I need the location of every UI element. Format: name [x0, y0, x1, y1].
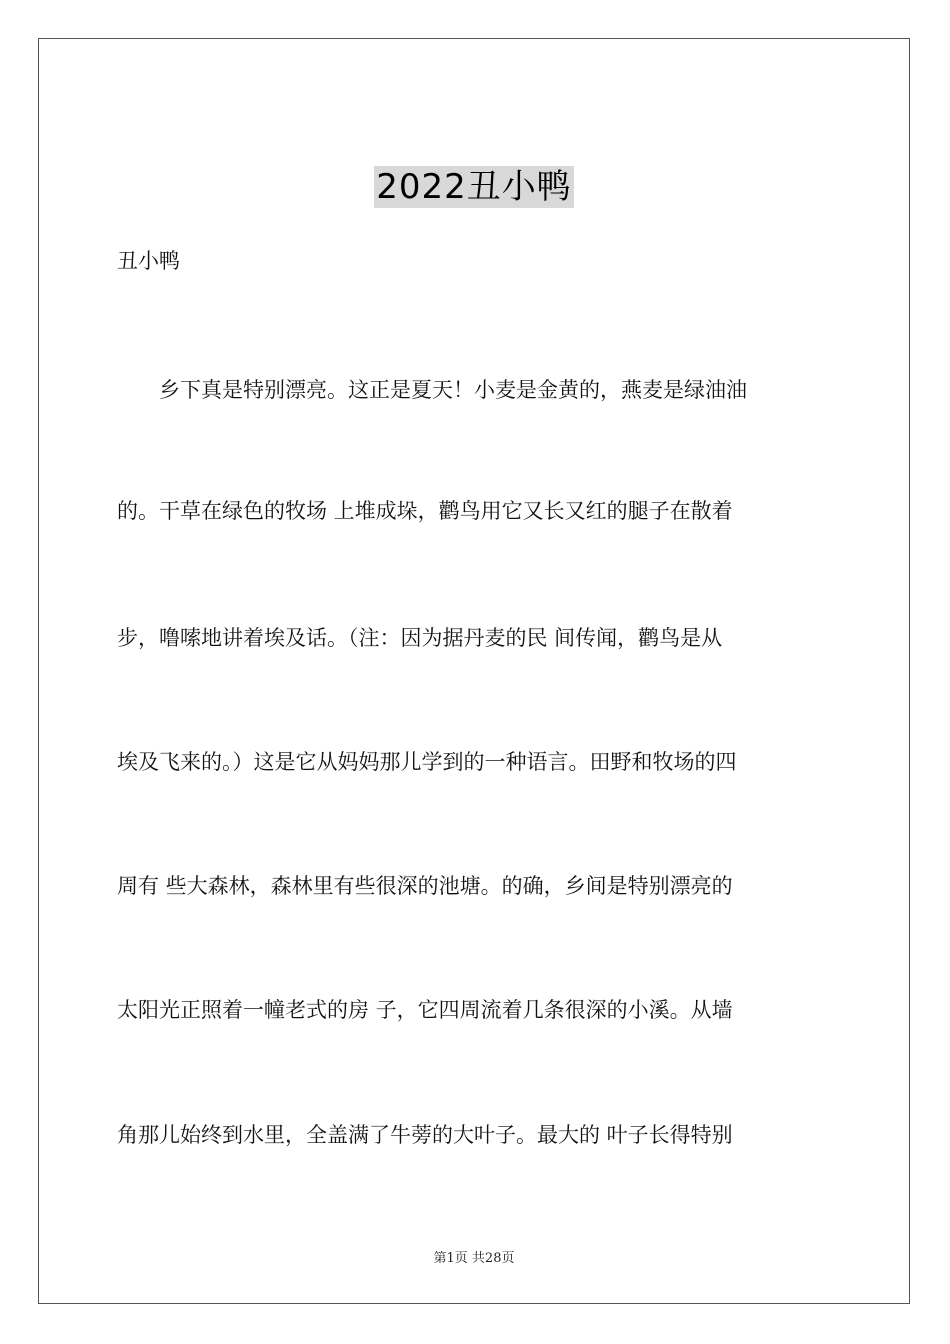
document-title: 2022丑小鸭 [376, 167, 572, 207]
page-footer: 第1页 共28页 [433, 1251, 515, 1266]
document-subtitle: 丑小鸭 [117, 249, 180, 273]
paragraph-line: 步，噜嗦地讲着埃及话。（注：因为据丹麦的民 间传闻，鹳鸟是从 [117, 626, 723, 650]
document-page [38, 38, 910, 1304]
paragraph-line: 乡下真是特别漂亮。这正是夏天！小麦是金黄的，燕麦是绿油油 [159, 378, 747, 402]
paragraph-line: 的。干草在绿色的牧场 上堆成垛，鹳鸟用它又长又红的腿子在散着 [117, 499, 733, 523]
title-container [39, 166, 909, 208]
paragraph-line: 周有 些大森林，森林里有些很深的池塘。的确，乡间是特别漂亮的 [117, 874, 733, 898]
paragraph-line: 太阳光正照着一幢老式的房 子，它四周流着几条很深的小溪。从墙 [117, 998, 733, 1022]
paragraph-line: 埃及飞来的。）这是它从妈妈那儿学到的一种语言。田野和牧场的四 [117, 750, 737, 774]
paragraph-line: 角那儿始终到水里，全盖满了牛蒡的大叶子。最大的 叶子长得特别 [117, 1123, 733, 1147]
